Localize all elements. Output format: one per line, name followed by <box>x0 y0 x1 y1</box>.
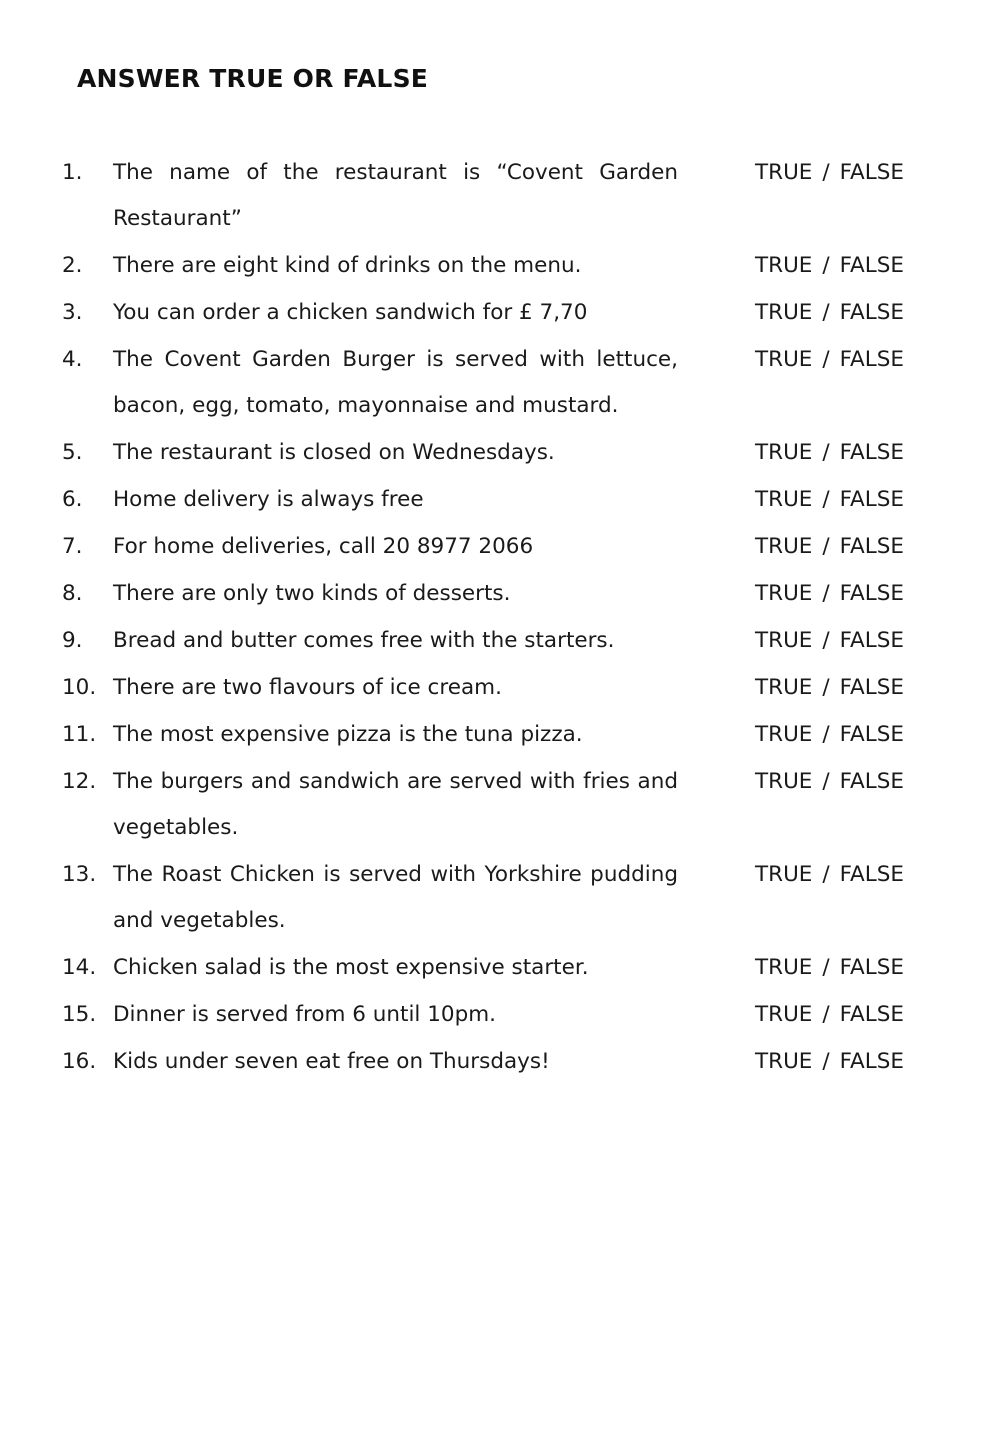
question-text: Chicken salad is the most expensive starter. <box>113 955 589 980</box>
question-text: There are only two kinds of desserts. <box>113 581 511 606</box>
question-text: The Covent Garden Burger is served with lettuce, bacon, egg, tomato, mayonnaise and mustard. <box>113 347 678 418</box>
question-item <box>0 712 1000 758</box>
worksheet-title: ANSWER TRUE OR FALSE <box>77 64 429 93</box>
true-option[interactable]: TRUE <box>755 300 813 325</box>
question-item <box>0 618 1000 664</box>
true-false-options <box>755 430 904 476</box>
false-option[interactable]: FALSE <box>839 675 904 700</box>
option-separator: / <box>822 534 830 559</box>
question-item <box>0 665 1000 711</box>
question-item <box>0 759 1000 851</box>
question-item <box>0 337 1000 429</box>
true-false-options <box>755 150 904 196</box>
true-option[interactable]: TRUE <box>755 769 813 794</box>
false-option[interactable]: FALSE <box>839 769 904 794</box>
option-separator: / <box>822 581 830 606</box>
true-false-options <box>755 477 904 523</box>
question-text: The burgers and sandwich are served with fries and vegetables. <box>113 769 678 840</box>
false-option[interactable]: FALSE <box>839 487 904 512</box>
question-text: For home deliveries, call 20 8977 2066 <box>113 534 534 559</box>
option-separator: / <box>822 487 830 512</box>
true-option[interactable]: TRUE <box>755 160 813 185</box>
false-option[interactable]: FALSE <box>839 862 904 887</box>
false-option[interactable]: FALSE <box>839 160 904 185</box>
question-number: 1. <box>62 160 83 185</box>
true-option[interactable]: TRUE <box>755 1049 813 1074</box>
true-false-options <box>755 337 904 383</box>
option-separator: / <box>822 440 830 465</box>
question-text: There are eight kind of drinks on the menu. <box>113 253 582 278</box>
false-option[interactable]: FALSE <box>839 1049 904 1074</box>
true-false-options <box>755 992 904 1038</box>
false-option[interactable]: FALSE <box>839 347 904 372</box>
question-text: The Roast Chicken is served with Yorkshire pudding and vegetables. <box>113 862 678 933</box>
false-option[interactable]: FALSE <box>839 581 904 606</box>
question-item <box>0 243 1000 289</box>
question-number: 12. <box>62 769 97 794</box>
option-separator: / <box>822 160 830 185</box>
question-text: The restaurant is closed on Wednesdays. <box>113 440 555 465</box>
true-option[interactable]: TRUE <box>755 440 813 465</box>
true-option[interactable]: TRUE <box>755 675 813 700</box>
option-separator: / <box>822 628 830 653</box>
question-number: 15. <box>62 1002 97 1027</box>
question-item <box>0 945 1000 991</box>
true-false-options <box>755 712 904 758</box>
true-option[interactable]: TRUE <box>755 1002 813 1027</box>
true-false-options <box>755 618 904 664</box>
option-separator: / <box>822 675 830 700</box>
question-number: 11. <box>62 722 97 747</box>
question-item <box>0 290 1000 336</box>
question-number: 6. <box>62 487 83 512</box>
question-item <box>0 852 1000 944</box>
true-option[interactable]: TRUE <box>755 347 813 372</box>
question-number: 5. <box>62 440 83 465</box>
true-option[interactable]: TRUE <box>755 253 813 278</box>
question-number: 4. <box>62 347 83 372</box>
question-item <box>0 524 1000 570</box>
false-option[interactable]: FALSE <box>839 253 904 278</box>
true-false-options <box>755 571 904 617</box>
question-number: 9. <box>62 628 83 653</box>
false-option[interactable]: FALSE <box>839 300 904 325</box>
option-separator: / <box>822 347 830 372</box>
option-separator: / <box>822 300 830 325</box>
true-false-options <box>755 1039 904 1085</box>
question-item <box>0 1039 1000 1085</box>
true-option[interactable]: TRUE <box>755 581 813 606</box>
false-option[interactable]: FALSE <box>839 628 904 653</box>
question-text: You can order a chicken sandwich for £ 7,70 <box>113 300 588 325</box>
question-list <box>0 150 1000 1086</box>
question-number: 2. <box>62 253 83 278</box>
true-false-options <box>755 243 904 289</box>
false-option[interactable]: FALSE <box>839 1002 904 1027</box>
option-separator: / <box>822 722 830 747</box>
question-text: Bread and butter comes free with the starters. <box>113 628 615 653</box>
question-number: 7. <box>62 534 83 559</box>
option-separator: / <box>822 1049 830 1074</box>
question-number: 3. <box>62 300 83 325</box>
false-option[interactable]: FALSE <box>839 722 904 747</box>
true-option[interactable]: TRUE <box>755 628 813 653</box>
false-option[interactable]: FALSE <box>839 440 904 465</box>
true-option[interactable]: TRUE <box>755 955 813 980</box>
option-separator: / <box>822 253 830 278</box>
question-text: The name of the restaurant is “Covent Garden Restaurant” <box>113 160 678 231</box>
question-number: 13. <box>62 862 97 887</box>
question-number: 10. <box>62 675 97 700</box>
question-number: 8. <box>62 581 83 606</box>
option-separator: / <box>822 1002 830 1027</box>
question-item <box>0 992 1000 1038</box>
true-option[interactable]: TRUE <box>755 722 813 747</box>
question-text: Dinner is served from 6 until 10pm. <box>113 1002 497 1027</box>
option-separator: / <box>822 862 830 887</box>
question-text: Kids under seven eat free on Thursdays! <box>113 1049 550 1074</box>
true-option[interactable]: TRUE <box>755 534 813 559</box>
true-false-options <box>755 759 904 805</box>
true-false-options <box>755 290 904 336</box>
true-option[interactable]: TRUE <box>755 862 813 887</box>
false-option[interactable]: FALSE <box>839 955 904 980</box>
question-text: There are two flavours of ice cream. <box>113 675 502 700</box>
question-number: 14. <box>62 955 97 980</box>
question-number: 16. <box>62 1049 97 1074</box>
false-option[interactable]: FALSE <box>839 534 904 559</box>
true-false-options <box>755 852 904 898</box>
option-separator: / <box>822 769 830 794</box>
true-false-options <box>755 665 904 711</box>
true-option[interactable]: TRUE <box>755 487 813 512</box>
question-text: Home delivery is always free <box>113 487 424 512</box>
option-separator: / <box>822 955 830 980</box>
question-item <box>0 430 1000 476</box>
true-false-options <box>755 524 904 570</box>
question-text: The most expensive pizza is the tuna pizza. <box>113 722 583 747</box>
true-false-options <box>755 945 904 991</box>
question-item <box>0 477 1000 523</box>
question-item <box>0 150 1000 242</box>
question-item <box>0 571 1000 617</box>
